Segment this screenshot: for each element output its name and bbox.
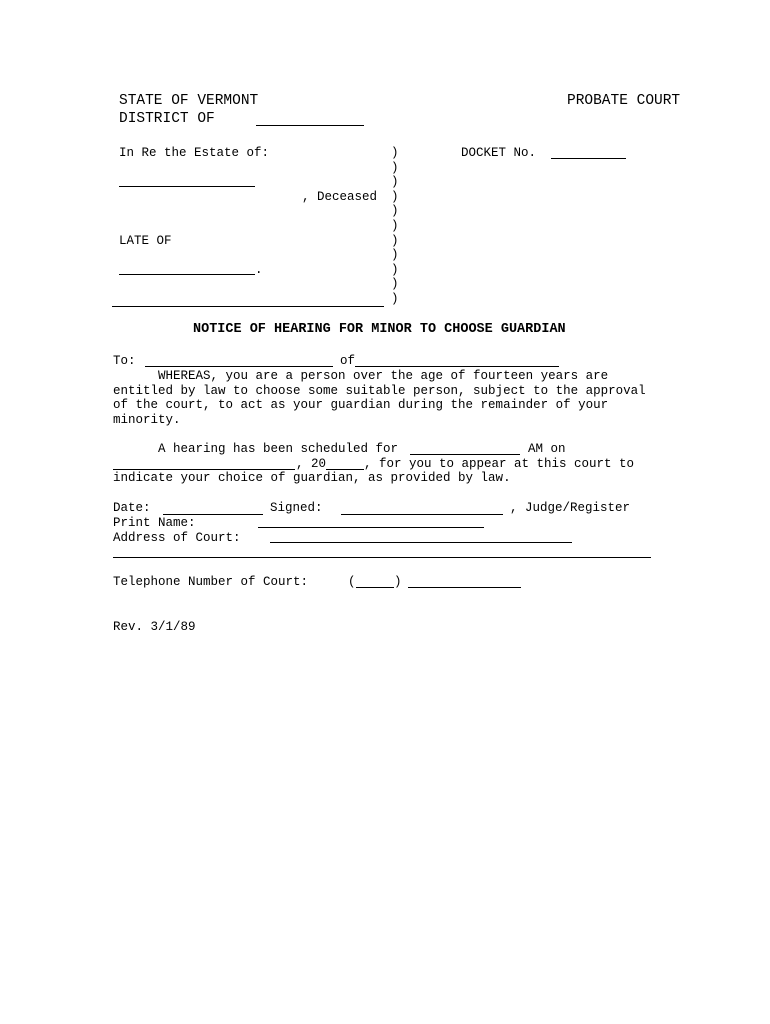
- to-label: To:: [113, 354, 136, 368]
- court-heading: PROBATE COURT: [567, 93, 681, 109]
- hearing-appear-text: , for you to appear at this court to: [364, 457, 635, 471]
- phone-close-paren: ): [394, 575, 402, 589]
- caption-paren-column: [391, 146, 399, 307]
- docket-label: DOCKET No.: [461, 146, 537, 160]
- caption-paren: ): [391, 262, 399, 277]
- phone-open-paren: (: [348, 575, 356, 589]
- whereas-line: WHEREAS, you are a person over the age of fourteen years are: [113, 369, 609, 383]
- caption-paren: ): [391, 248, 399, 263]
- of-label: of: [340, 354, 356, 368]
- whereas-line: minority.: [113, 413, 181, 427]
- late-of-label: LATE OF: [119, 234, 172, 248]
- revision-date: Rev. 3/1/89: [113, 620, 196, 634]
- caption-paren: ): [391, 175, 399, 190]
- caption-paren: ): [391, 160, 399, 175]
- hearing-date-blank[interactable]: [113, 469, 295, 470]
- of-address-blank[interactable]: [355, 366, 559, 367]
- telephone-label: Telephone Number of Court:: [113, 575, 309, 589]
- estate-label: In Re the Estate of:: [119, 146, 270, 160]
- caption-paren: ): [391, 204, 399, 219]
- docket-number-blank[interactable]: [551, 158, 626, 159]
- caption-paren: ): [391, 233, 399, 248]
- print-name-blank[interactable]: [258, 527, 484, 528]
- hearing-year-prefix: , 20: [296, 457, 327, 471]
- estate-name-blank[interactable]: [119, 186, 255, 187]
- address-label: Address of Court:: [113, 531, 241, 545]
- address-blank[interactable]: [270, 542, 572, 543]
- judge-register-label: , Judge/Register: [510, 501, 631, 515]
- signed-label: Signed:: [270, 501, 323, 515]
- caption-bottom-rule: [112, 306, 384, 307]
- caption-paren: ): [391, 189, 399, 204]
- notice-title: NOTICE OF HEARING FOR MINOR TO CHOOSE GUARDIAN: [193, 322, 566, 337]
- address-full-rule[interactable]: [113, 557, 651, 558]
- deceased-label: , Deceased: [302, 190, 378, 204]
- caption-paren: ): [391, 146, 399, 160]
- late-of-period: .: [255, 263, 263, 277]
- area-code-blank[interactable]: [356, 587, 394, 588]
- late-of-blank[interactable]: [119, 274, 255, 275]
- signature-blank[interactable]: [341, 514, 503, 515]
- phone-number-blank[interactable]: [408, 587, 521, 588]
- whereas-line: of the court, to act as your guardian during the remainder of your: [113, 398, 609, 412]
- hearing-text-start: A hearing has been scheduled for: [113, 442, 399, 456]
- caption-paren: ): [391, 277, 399, 292]
- print-name-label: Print Name:: [113, 516, 196, 530]
- hearing-year-blank[interactable]: [326, 469, 364, 470]
- district-blank[interactable]: [256, 125, 364, 126]
- district-label: DISTRICT OF: [119, 111, 215, 127]
- date-blank[interactable]: [163, 514, 263, 515]
- hearing-choice-text: indicate your choice of guardian, as provided by law.: [113, 471, 511, 485]
- caption-paren: ): [391, 218, 399, 233]
- hearing-am-on: AM on: [528, 442, 566, 456]
- caption-paren: ): [391, 291, 399, 306]
- date-label: Date:: [113, 501, 151, 515]
- whereas-line: entitled by law to choose some suitable person, subject to the approval: [113, 384, 646, 398]
- to-name-blank[interactable]: [145, 366, 333, 367]
- state-heading: STATE OF VERMONT: [119, 93, 259, 109]
- hearing-time-blank[interactable]: [410, 454, 520, 455]
